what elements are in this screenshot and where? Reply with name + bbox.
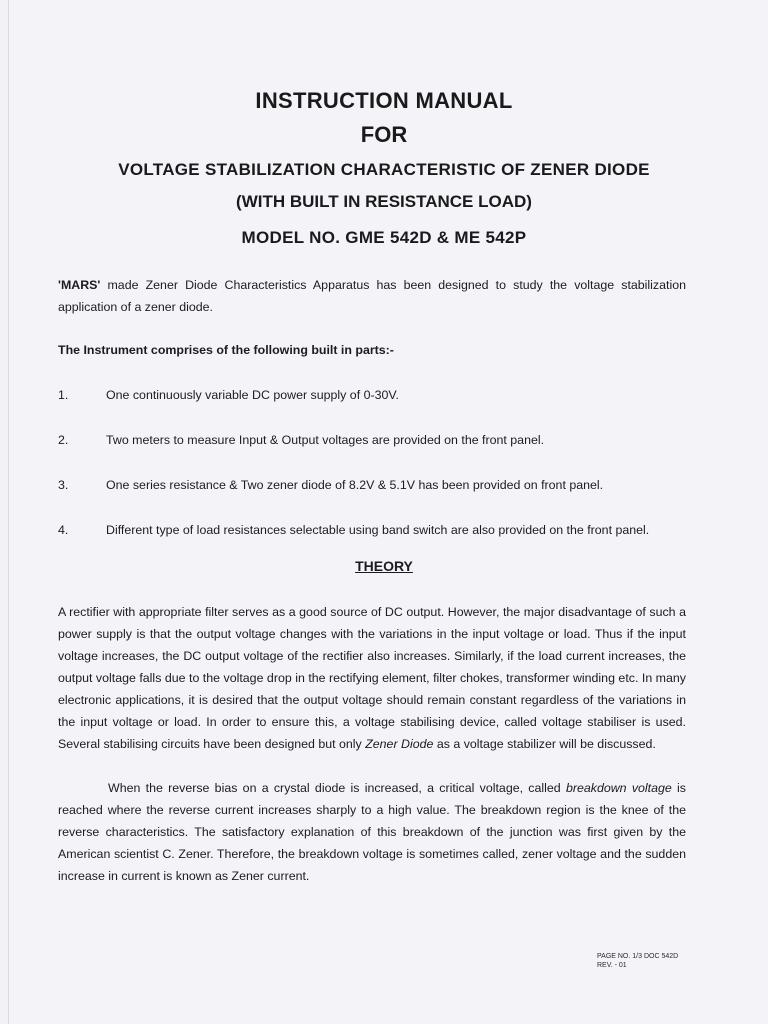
list-item-text: One continuously variable DC power supply of 0-30V. — [106, 388, 399, 402]
manual-subtitle-load: (WITH BUILT IN RESISTANCE LOAD) — [236, 192, 532, 211]
list-item-number: 2. — [58, 433, 69, 447]
list-item-text: Different type of load resistances selectable using band switch are also provided on the front panel. — [106, 523, 650, 537]
theory-p1-text: A rectifier with appropriate filter serves as a good source of DC output. However, the major disadvantage of such a power supply is that the output voltage changes with the variations in the input voltage or load. Thus if the input voltage increases, the DC output voltage of the rectifier also increases. Similarly, if the load current increases, the output voltage falls due to the voltage drop in the rectifying element, filter chokes, transformer winding etc. In many electronic applications, it is desired that the output voltage should remain constant regardless of the variations in the input voltage or load. In order to ensure this, a voltage stabilising device, called voltage stabiliser is used. Several stabilising circuits have been designed but only — [58, 605, 686, 751]
list-item-text: One series resistance & Two zener diode of 8.2V & 5.1V has been provided on front panel. — [106, 478, 604, 492]
model-number: MODEL NO. GME 542D & ME 542P — [241, 228, 527, 247]
list-item-number: 3. — [58, 478, 69, 492]
theory-p2-emphasis: breakdown voltage — [565, 781, 672, 795]
theory-paragraph-1 — [58, 601, 686, 755]
brand-name: 'MARS' — [58, 278, 101, 292]
list-item — [58, 429, 698, 474]
revision-number: REV. - 01 — [597, 962, 627, 969]
list-item — [58, 474, 698, 519]
theory-paragraph-2 — [58, 777, 686, 887]
theory-p2-text: When the reverse bias on a crystal diode is increased, a critical voltage, called — [108, 781, 566, 795]
page-footer — [597, 952, 678, 970]
list-item — [58, 384, 698, 429]
manual-title: INSTRUCTION MANUAL — [255, 88, 513, 113]
theory-heading: THEORY — [355, 558, 413, 574]
manual-subtitle: VOLTAGE STABILIZATION CHARACTERISTIC OF ZENER DIODE — [118, 160, 650, 179]
theory-p1-emphasis: Zener Diode — [365, 737, 434, 751]
parts-list — [58, 384, 698, 564]
theory-p2-text-end: is reached where the reverse current increases sharply to a high value. The breakdown region is the knee of the reverse characteristics. The satisfactory explanation of this breakdown of the junction was first given by the American scientist C. Zener. Therefore, the breakdown voltage is sometimes called, zener voltage and the sudden increase in current is known as Zener current. — [58, 781, 687, 883]
intro-paragraph — [58, 274, 686, 318]
list-item-text: Two meters to measure Input & Output voltages are provided on the front panel. — [106, 433, 545, 447]
list-item-number: 1. — [58, 388, 69, 402]
page-number: PAGE NO. 1/3 DOC 542D — [597, 953, 679, 960]
list-item-number: 4. — [58, 523, 69, 537]
parts-heading: The Instrument comprises of the following built in parts:- — [58, 343, 394, 357]
manual-title-for: FOR — [360, 122, 408, 147]
theory-p1-text-end: as a voltage stabilizer will be discussed. — [433, 737, 656, 751]
intro-text: made Zener Diode Characteristics Apparatus has been designed to study the voltage stabilization application of a zener diode. — [58, 278, 686, 314]
